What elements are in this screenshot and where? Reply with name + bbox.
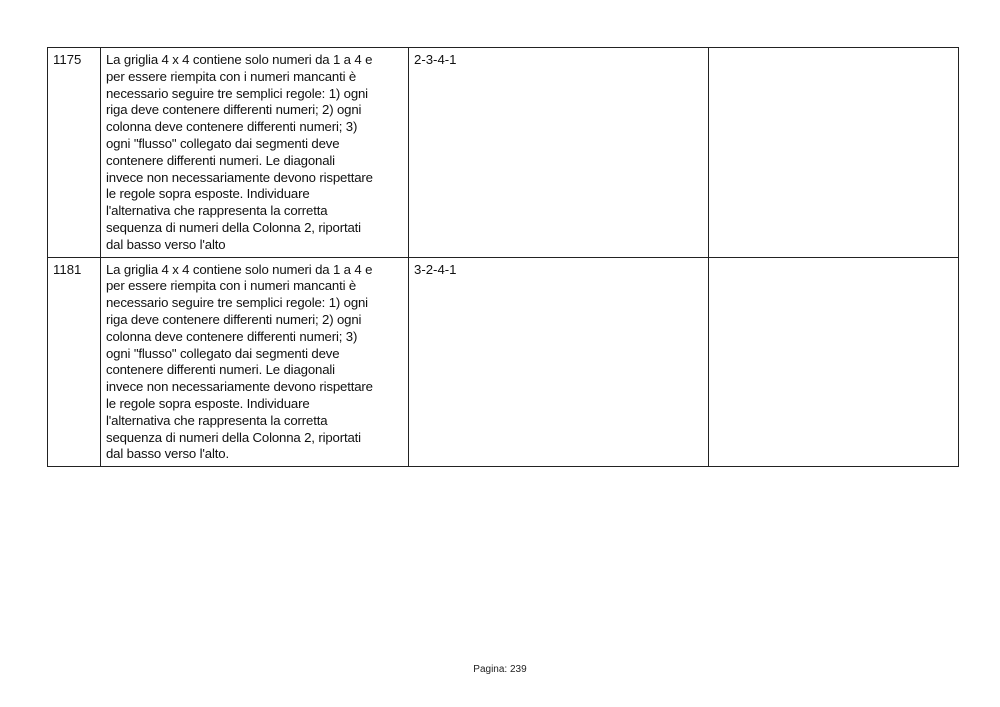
question-text: La griglia 4 x 4 contiene solo numeri da 1 a 4 e per essere riempita con i numeri mancanti è necessario seguire tre semplici regole: 1) ogni riga deve contenere differenti numeri; 2) ogni colonna deve contenere differenti numeri; 3) ogni "flusso" collegato dai segmenti deve contenere differenti numeri. Le diagonali invece non necessariamente devono rispettare le regole sopra esposte. Individuare l'alternativa che rappresenta la corretta sequenza di numeri della Colonna 2, riportati dal basso verso l'alto <box>101 48 409 258</box>
question-id: 1175 <box>48 48 101 258</box>
table-row <box>48 48 959 258</box>
question-id: 1181 <box>48 257 101 467</box>
answer-text: 3-2-4-1 <box>409 257 709 467</box>
questions-table <box>47 47 959 467</box>
answer-text: 2-3-4-1 <box>409 48 709 258</box>
page-number: Pagina: 239 <box>473 664 527 675</box>
empty-cell <box>709 48 959 258</box>
question-text: La griglia 4 x 4 contiene solo numeri da 1 a 4 e per essere riempita con i numeri mancanti è necessario seguire tre semplici regole: 1) ogni riga deve contenere differenti numeri; 2) ogni colonna deve contenere differenti numeri; 3) ogni "flusso" collegato dai segmenti deve contenere differenti numeri. Le diagonali invece non necessariamente devono rispettare le regole sopra esposte. Individuare l'alternativa che rappresenta la corretta sequenza di numeri della Colonna 2, riportati dal basso verso l'alto. <box>101 257 409 467</box>
table-row <box>48 257 959 467</box>
empty-cell <box>709 257 959 467</box>
